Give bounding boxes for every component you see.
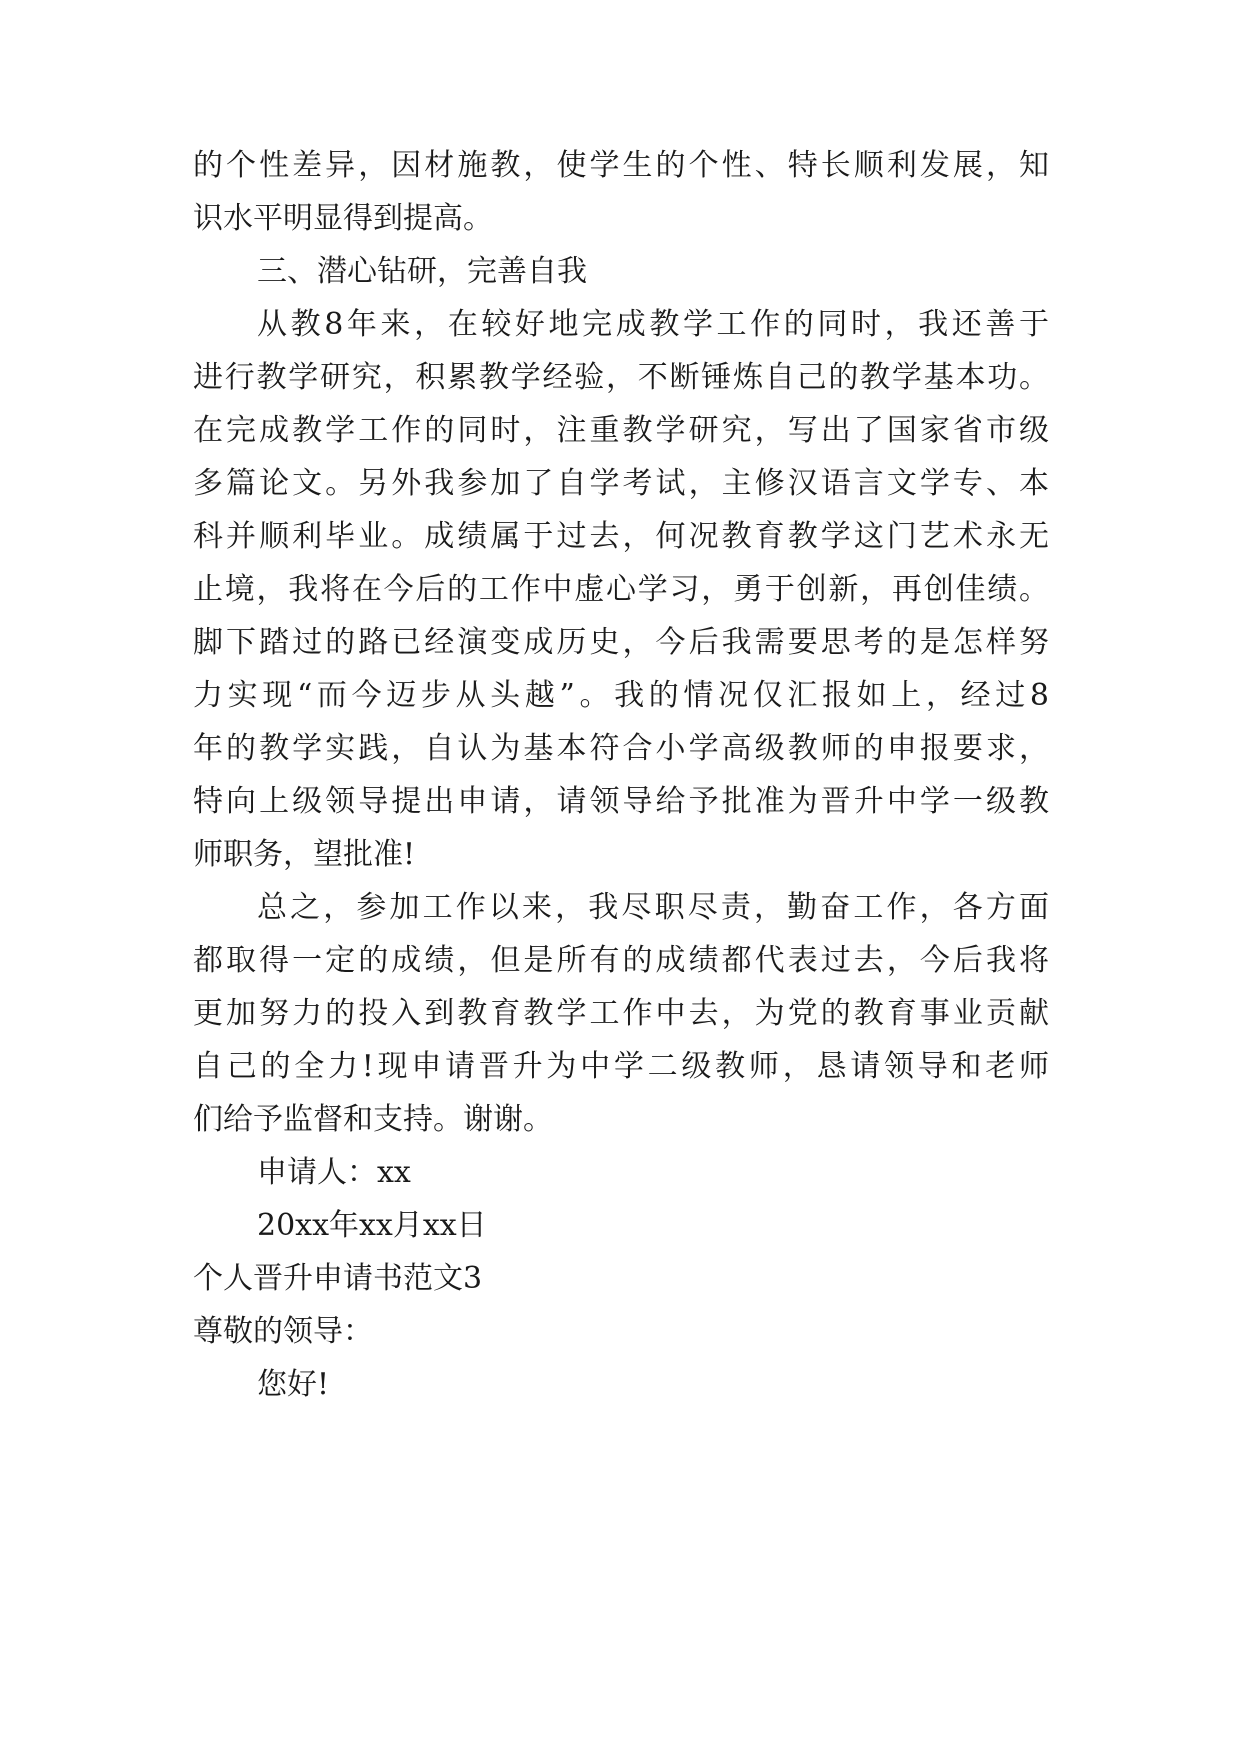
paragraph-line: 都取得一定的成绩，但是所有的成绩都代表过去，今后我将 (193, 943, 1049, 978)
paragraph-line: 多篇论文。另外我参加了自学考试，主修汉语言文学专、本 (193, 466, 1049, 501)
paragraph-line: 从教8年来，在较好地完成教学工作的同时，我还善于 (257, 307, 1049, 342)
paragraph-line: 总之，参加工作以来，我尽职尽责，勤奋工作，各方面 (257, 890, 1049, 925)
paragraph-line: 力实现“而今迈步从头越”。我的情况仅汇报如上，经过8 (193, 678, 1049, 713)
salutation: 尊敬的领导： (193, 1314, 373, 1349)
greeting: 您好! (257, 1367, 330, 1402)
date-line: 20xx年xx月xx日 (257, 1208, 487, 1243)
paragraph-line: 脚下踏过的路已经演变成历史，今后我需要思考的是怎样努 (193, 625, 1049, 660)
paragraph-line: 的个性差异，因材施教，使学生的个性、特长顺利发展，知 (193, 148, 1049, 183)
section-heading: 三、潜心钻研，完善自我 (257, 254, 587, 289)
paragraph-line: 科并顺利毕业。成绩属于过去，何况教育教学这门艺术永无 (193, 519, 1049, 554)
paragraph-line: 们给予监督和支持。谢谢。 (193, 1102, 553, 1137)
paragraph-line: 师职务，望批准! (193, 837, 416, 872)
paragraph-line: 特向上级领导提出申请，请领导给予批准为晋升中学一级教 (193, 784, 1049, 819)
paragraph-line: 更加努力的投入到教育教学工作中去，为党的教育事业贡献 (193, 996, 1049, 1031)
paragraph-line: 进行教学研究，积累教学经验，不断锤炼自己的教学基本功。 (193, 360, 1049, 395)
applicant-line: 申请人：xx (257, 1155, 411, 1190)
document-title: 个人晋升申请书范文3 (193, 1261, 483, 1296)
paragraph-line: 在完成教学工作的同时，注重教学研究，写出了国家省市级 (193, 413, 1049, 448)
paragraph-line: 自己的全力!现申请晋升为中学二级教师，恳请领导和老师 (193, 1049, 1049, 1084)
paragraph-line: 止境，我将在今后的工作中虚心学习，勇于创新，再创佳绩。 (193, 572, 1049, 607)
paragraph-line: 年的教学实践，自认为基本符合小学高级教师的申报要求， (193, 731, 1049, 766)
paragraph-line: 识水平明显得到提高。 (193, 201, 493, 236)
